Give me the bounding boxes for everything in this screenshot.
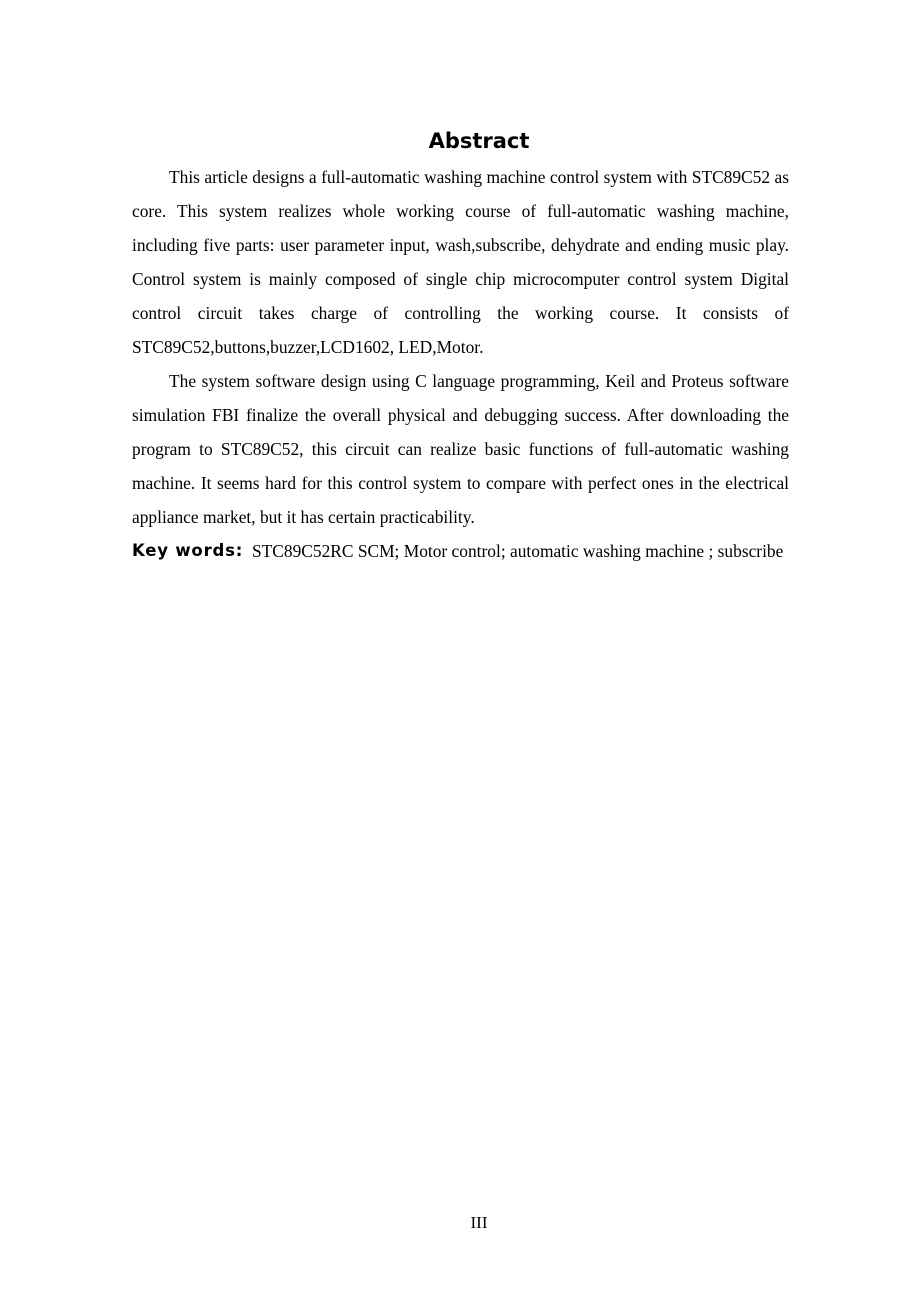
keywords-text: STC89C52RC SCM; Motor control; automatic washing machine ; subscribe: [252, 541, 784, 561]
page-number: III: [470, 1213, 488, 1232]
abstract-paragraph-2: The system software design using C language programming, Keil and Proteus software simulation FBI finalize the overall physical and debugging success. After downloading the program to STC89C52, this circuit can realize basic functions of full-automatic washing machine. It seems hard for this control system to compare with perfect ones in the electrical appliance market, but it has certain practicability.: [132, 371, 789, 527]
keywords-line: [132, 534, 789, 568]
abstract-paragraph-1: This article designs a full-automatic washing machine control system with STC89C52 as core. This system realizes whole working course of full-automatic washing machine, including five parts: user parameter input, wash,subscribe, dehydrate and ending music play. Control system is mainly composed of single chip microcomputer control system Digital control circuit takes charge of controlling the working course. It consists of STC89C52,buttons,buzzer,LCD1602, LED,Motor.: [132, 167, 789, 357]
abstract-body: [132, 160, 789, 568]
abstract-title: Abstract: [428, 129, 530, 153]
keywords-label: Key words:: [132, 541, 244, 560]
